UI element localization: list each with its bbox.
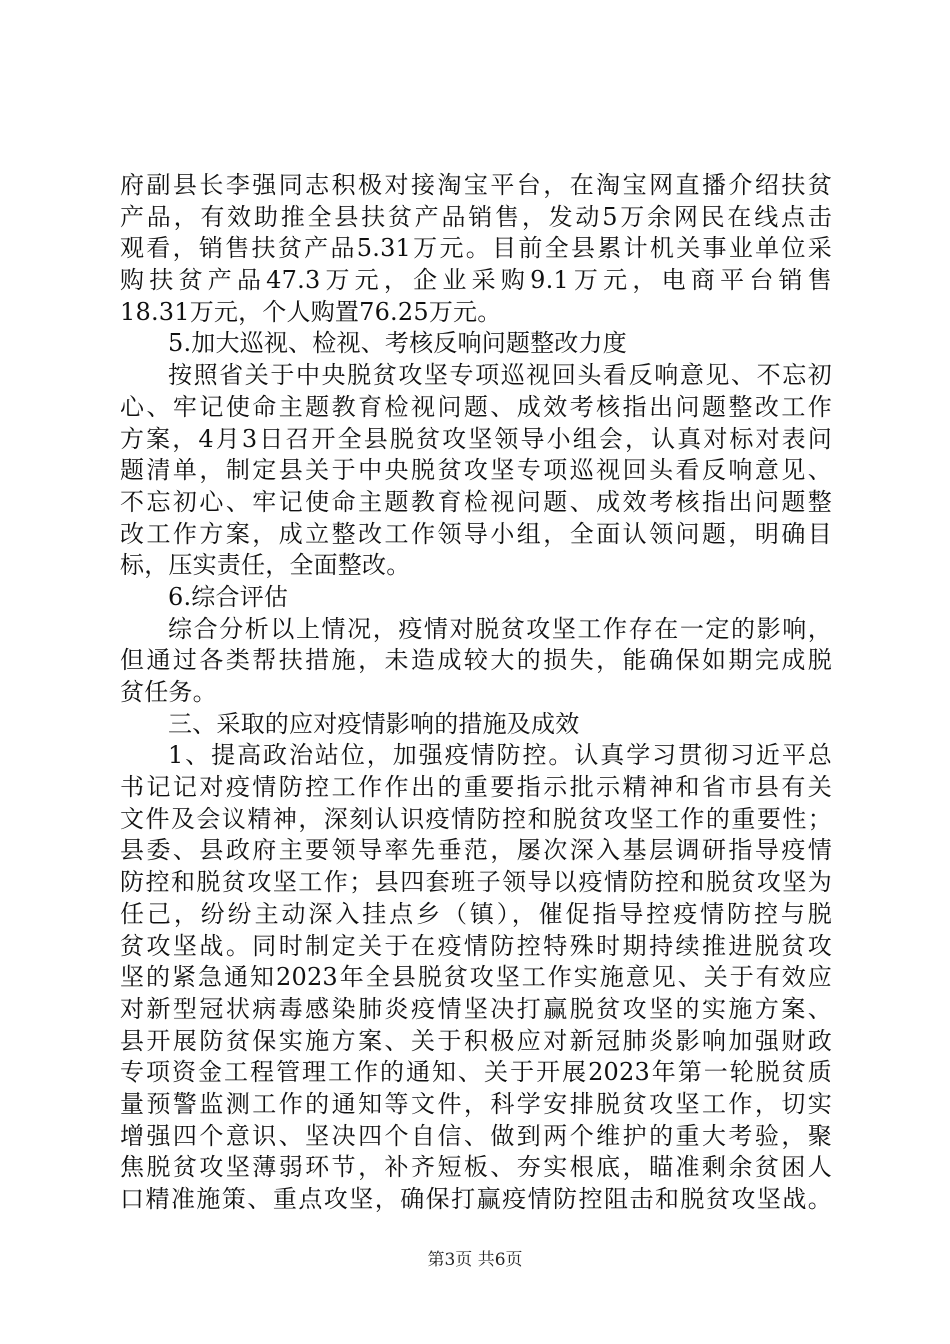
text-line: 对新型冠状病毒感染肺炎疫情坚决打赢脱贫攻坚的实施方案、 xyxy=(120,994,832,1023)
text-line: 贫任务。 xyxy=(120,678,217,706)
text-line: 心、牢记使命主题教育检视问题、成效考核指出问题整改工作 xyxy=(120,392,832,421)
text-line: 县开展防贫保实施方案、关于积极应对新冠肺炎影响加强财政 xyxy=(120,1026,832,1055)
body-text xyxy=(120,170,832,1216)
text-line: 府副县长李强同志积极对接淘宝平台，在淘宝网直播介绍扶贫 xyxy=(120,171,832,199)
text-line: 不忘初心、牢记使命主题教育检视问题、成效考核指出问题整 xyxy=(120,487,832,516)
text-line: 改工作方案，成立整改工作领导小组，全面认领问题，明确目 xyxy=(120,519,832,548)
text-line: 购扶贫产品47.3万元，企业采购9.1万元，电商平台销售 xyxy=(120,266,832,295)
text-line: 产品，有效助推全县扶贫产品销售，发动5万余网民在线点击 xyxy=(120,202,832,231)
text-line: 方案，4月3日召开全县脱贫攻坚领导小组会，认真对标对表问 xyxy=(120,424,832,453)
text-line: 书记记对疫情防控工作作出的重要指示批示精神和省市县有关 xyxy=(120,773,832,802)
text-line: 坚的紧急通知2023年全县脱贫攻坚工作实施意见、关于有效应 xyxy=(120,963,832,992)
text-line: 观看，销售扶贫产品5.31万元。目前全县累计机关事业单位采 xyxy=(120,234,832,263)
text-line: 焦脱贫攻坚薄弱环节，补齐短板、夯实根底，瞄准剩余贫困人 xyxy=(120,1153,832,1182)
text-line: 专项资金工程管理工作的通知、关于开展2023年第一轮脱贫质 xyxy=(120,1058,832,1087)
text-line: 口精准施策、重点攻坚，确保打赢疫情防控阻击和脱贫攻坚战。 xyxy=(120,1185,832,1213)
text-line: 量预警监测工作的通知等文件，科学安排脱贫攻坚工作，切实 xyxy=(120,1089,832,1118)
section-heading: 三、采取的应对疫情影响的措施及成效 xyxy=(168,709,580,738)
text-line: 防控和脱贫攻坚工作；县四套班子领导以疫情防控和脱贫攻坚为 xyxy=(120,868,832,897)
text-line: 任己，纷纷主动深入挂点乡（镇），催促指导控疫情防控与脱 xyxy=(120,899,832,928)
text-line: 1、提高政治站位，加强疫情防控。认真学习贯彻习近平总 xyxy=(168,741,832,770)
text-line: 贫攻坚战。同时制定关于在疫情防控特殊时期持续推进脱贫攻 xyxy=(120,931,832,960)
text-line: 文件及会议精神，深刻认识疫情防控和脱贫攻坚工作的重要性； xyxy=(120,804,832,833)
section-heading: 6.综合评估 xyxy=(168,582,289,611)
page-footer: 第3页 共6页 xyxy=(427,1250,523,1270)
text-line: 综合分析以上情况，疫情对脱贫攻坚工作存在一定的影响， xyxy=(168,614,832,643)
text-line: 县委、县政府主要领导率先垂范，屡次深入基层调研指导疫情 xyxy=(120,836,832,865)
section-heading: 5.加大巡视、检视、考核反响问题整改力度 xyxy=(168,329,627,358)
text-line: 但通过各类帮扶措施，未造成较大的损失，能确保如期完成脱 xyxy=(120,646,832,675)
text-line: 增强四个意识、坚决四个自信、做到两个维护的重大考验，聚 xyxy=(120,1121,832,1150)
text-line: 题清单，制定县关于中央脱贫攻坚专项巡视回头看反响意见、 xyxy=(120,456,832,485)
text-line: 按照省关于中央脱贫攻坚专项巡视回头看反响意见、不忘初 xyxy=(168,361,832,390)
text-line: 标，压实责任，全面整改。 xyxy=(120,551,411,580)
text-line: 18.31万元，个人购置76.25万元。 xyxy=(120,297,502,326)
